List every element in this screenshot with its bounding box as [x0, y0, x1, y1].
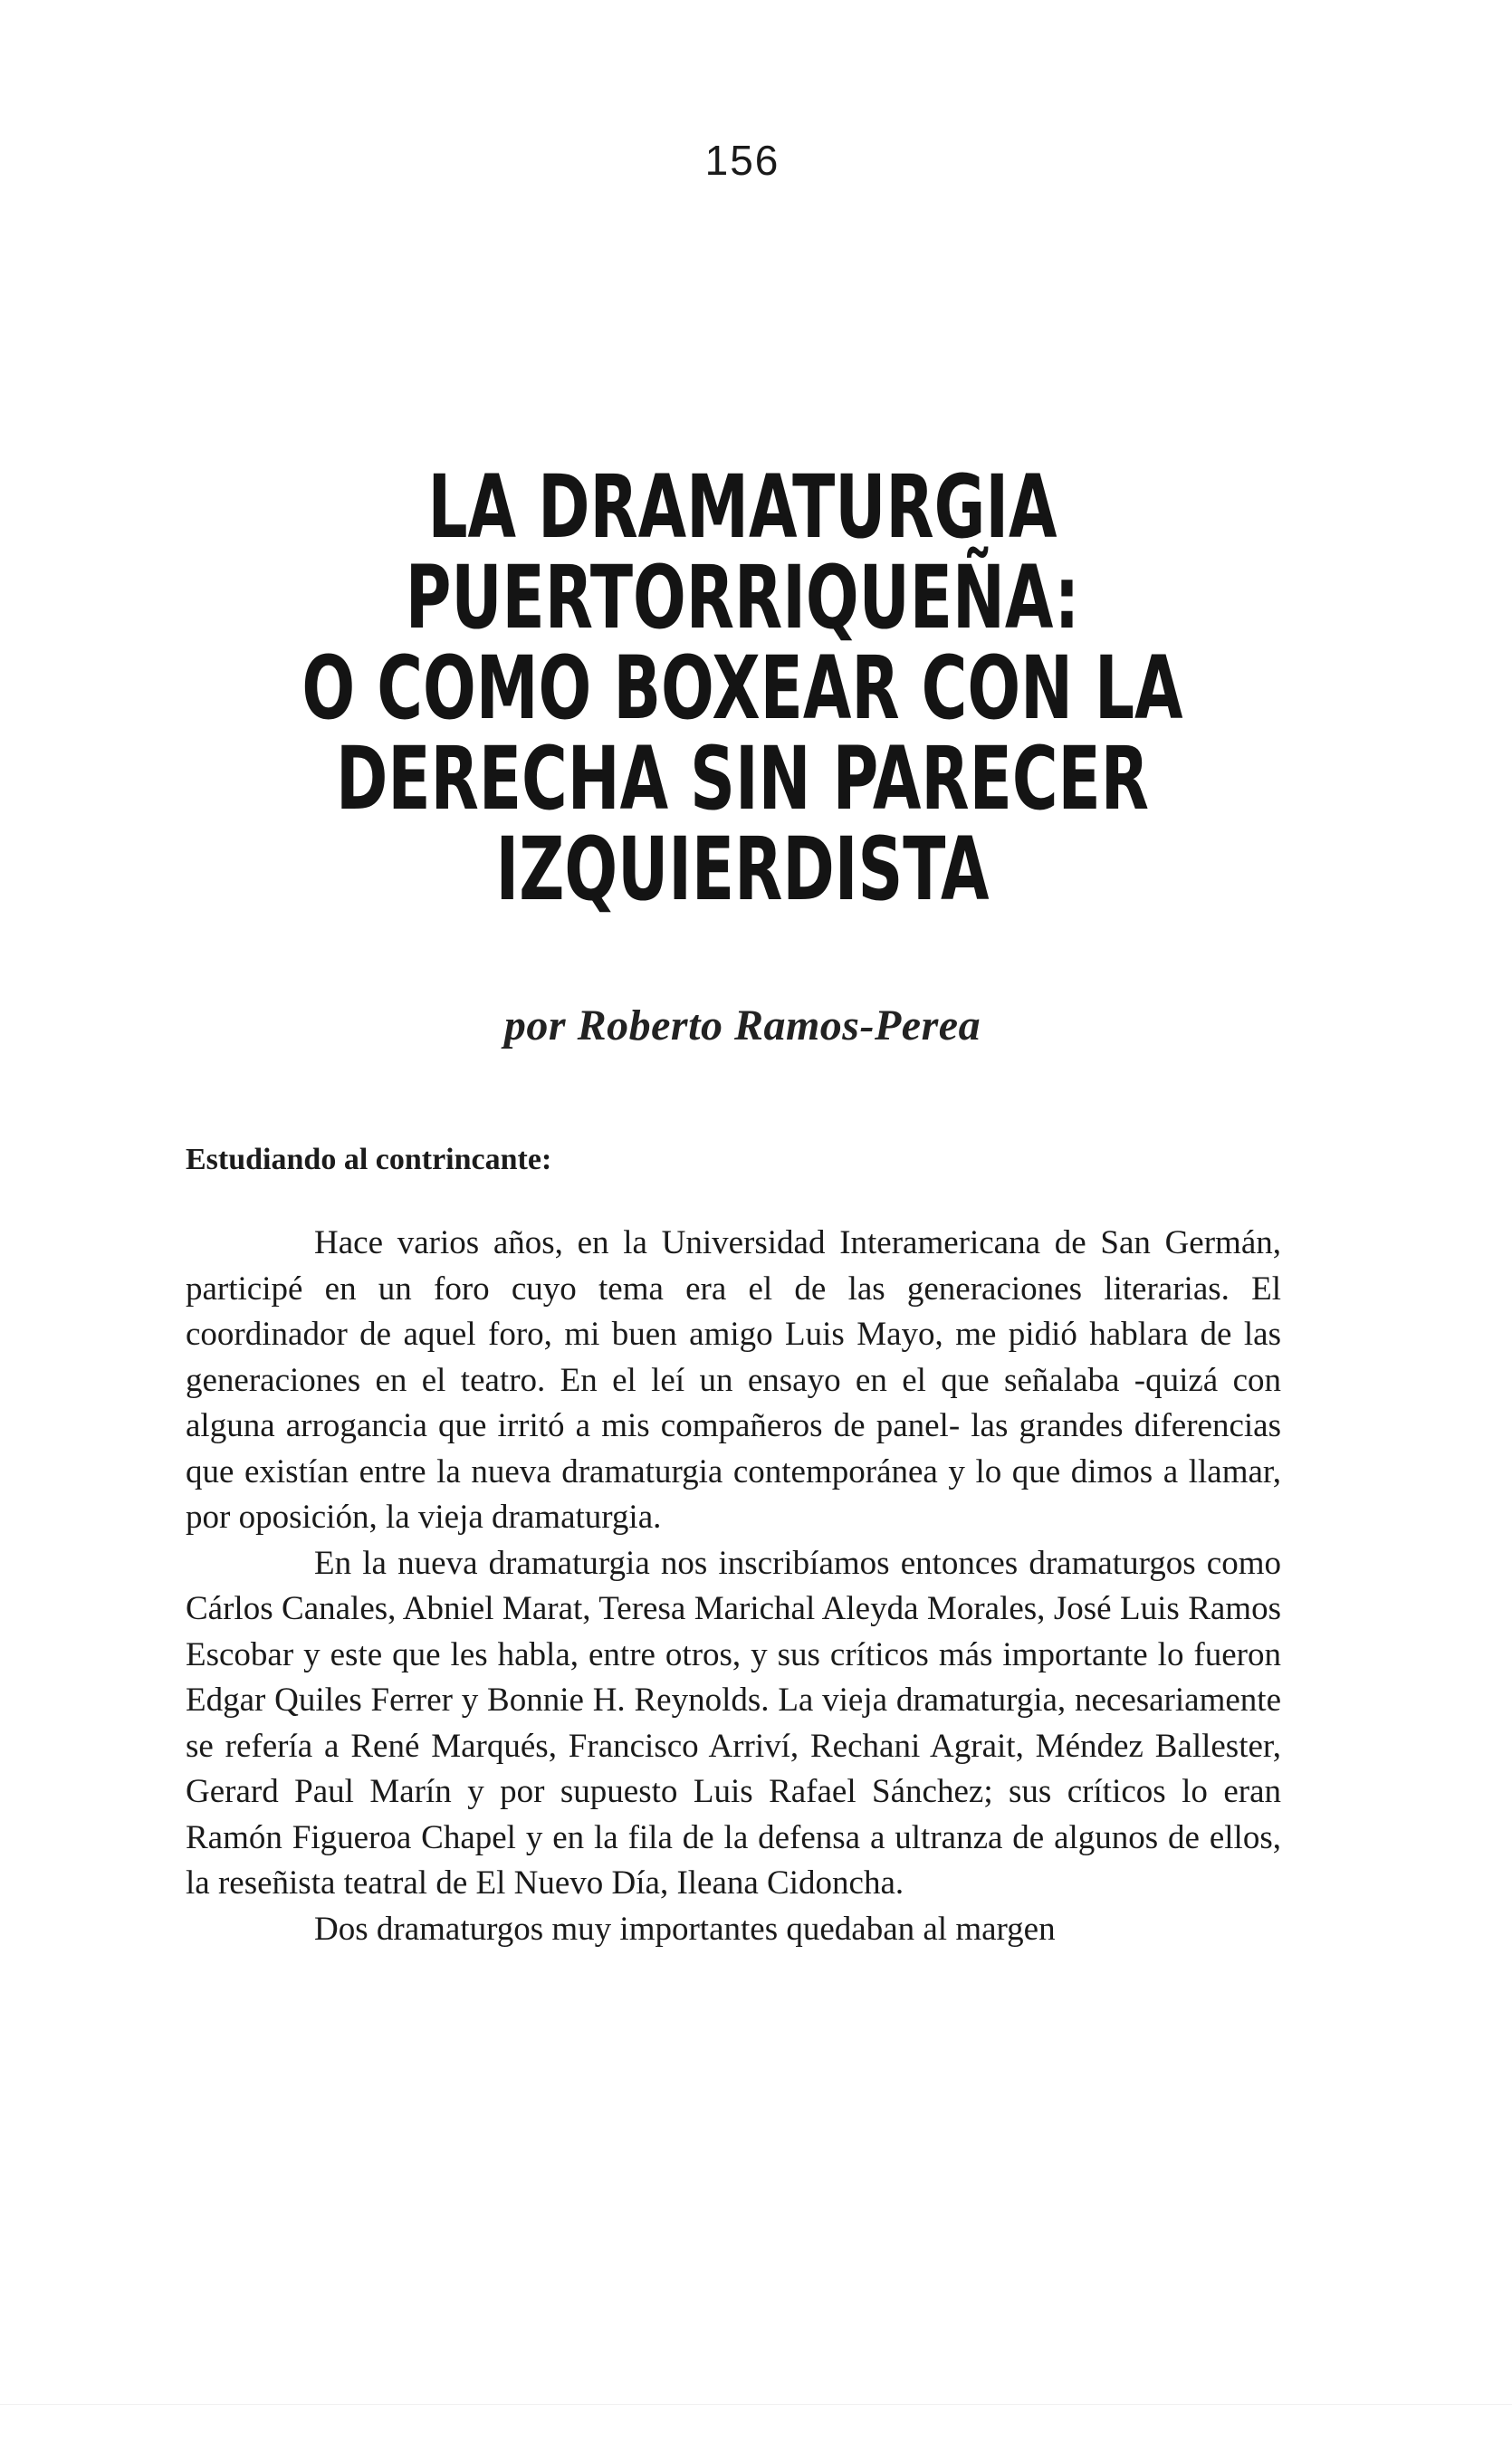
article-title	[0, 456, 1485, 920]
paragraph-3: Dos dramaturgos muy importantes quedaban al margen	[314, 1910, 1056, 1948]
bottom-rule	[0, 2404, 1512, 2405]
title-line-5: IZQUIERDISTA	[495, 819, 990, 920]
page-number: 156	[704, 137, 780, 184]
title-line-1: LA DRAMATURGIA	[427, 456, 1057, 558]
title-line-3: O COMO BOXEAR CON LA	[301, 637, 1183, 739]
byline: por Roberto Ramos-Perea	[503, 1001, 981, 1049]
paragraph-1: Hace varios años, en la Universidad Interamericana de San Germán, participé en un foro cuyo tema era el de las generaciones literarias. El coordinador de aquel foro, mi buen amigo Luis Mayo, me pidió hablara de las generaciones en el teatro. En el leí un ensayo en el que señalaba -quizá con alguna arrogancia que irritó a mis compañeros de panel- las grandes diferencias que existían entre la nueva dramaturgia contemporánea y lo que dimos a llamar, por oposición, la vieja dramaturgia.	[186, 1224, 1281, 1536]
body-text	[186, 1221, 1281, 1952]
title-line-2: PUERTORRIQUEÑA:	[405, 547, 1080, 648]
title-line-4: DERECHA SIN PARECER	[336, 728, 1149, 829]
section-heading: Estudiando al contrincante:	[186, 1143, 552, 1176]
paragraph-2: En la nueva dramaturgia nos inscribíamos entonces dramaturgos como Cárlos Canales, Abniel Marat, Teresa Marichal Aleyda Morales, José Luis Ramos Escobar y este que les habla, entre otros, y sus críticos más importante lo fueron Edgar Quiles Ferrer y Bonnie H. Reynolds. La vieja dramaturgia, necesariamente se refería a René Marqués, Francisco Arriví, Rechani Agrait, Méndez Ballester, Gerard Paul Marín y por supuesto Luis Rafael Sánchez; sus críticos lo eran Ramón Figueroa Chapel y en la fila de la defensa a ultranza de algunos de ellos, la reseñista teatral de El Nuevo Día, Ileana Cidoncha.	[186, 1544, 1281, 1902]
